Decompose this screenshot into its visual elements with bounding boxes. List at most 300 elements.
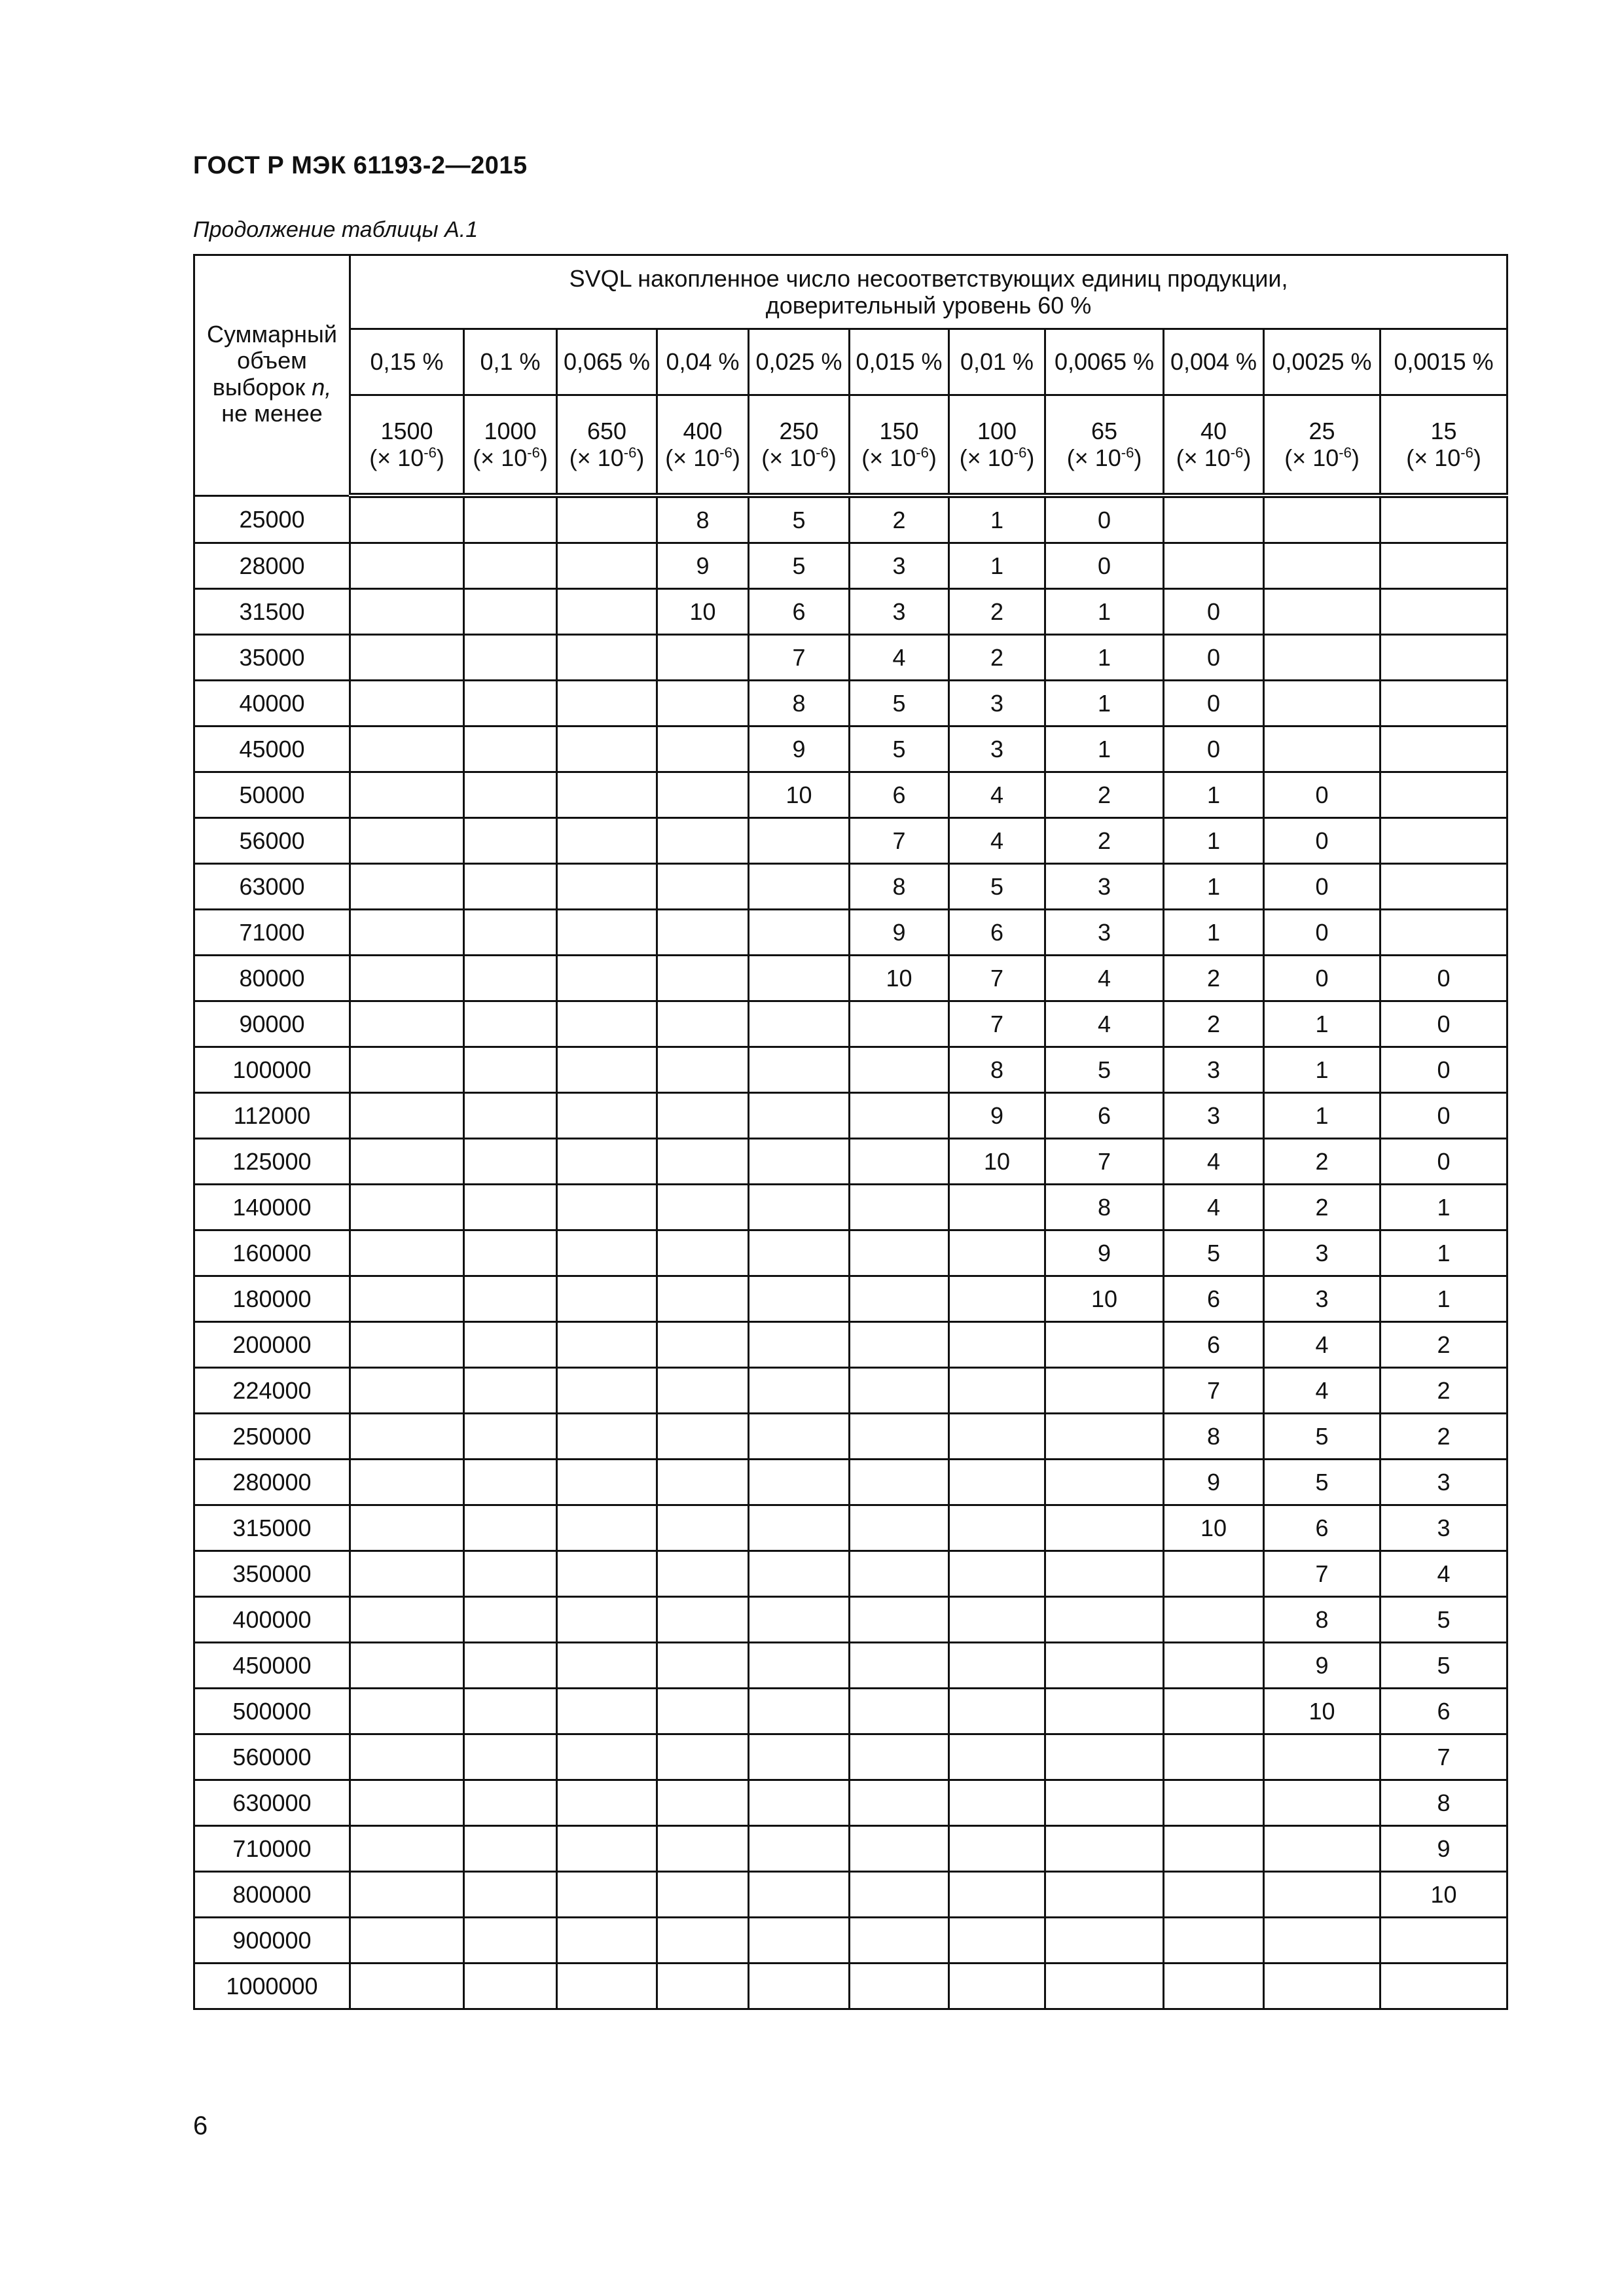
acceptance-number-cell: 8 — [1045, 1185, 1164, 1230]
acceptance-number-cell — [657, 1918, 749, 1964]
acceptance-number-cell: 1 — [1264, 1047, 1380, 1093]
table-row — [194, 1460, 1507, 1505]
acceptance-number-cell — [350, 589, 464, 635]
acceptance-number-cell: 2 — [1164, 956, 1264, 1001]
acceptance-number-cell — [464, 1872, 557, 1918]
ppm-value: 1000 — [484, 417, 537, 444]
acceptance-number-cell — [557, 1597, 657, 1643]
acceptance-number-cell — [657, 864, 749, 910]
acceptance-number-cell — [350, 772, 464, 818]
acceptance-number-cell: 10 — [1045, 1276, 1164, 1322]
sample-size-cell: 31500 — [194, 589, 350, 635]
acceptance-number-cell — [1264, 1826, 1380, 1872]
acceptance-number-cell — [557, 818, 657, 864]
acceptance-number-cell: 3 — [949, 681, 1045, 726]
sample-size-cell: 400000 — [194, 1597, 350, 1643]
table-row — [194, 772, 1507, 818]
acceptance-number-cell — [1045, 1780, 1164, 1826]
ppm-header — [749, 395, 850, 496]
acceptance-number-cell — [850, 1093, 949, 1139]
acceptance-number-cell — [557, 1964, 657, 2009]
acceptance-number-cell: 1 — [1164, 772, 1264, 818]
acceptance-number-cell — [657, 1276, 749, 1322]
acceptance-number-cell: 0 — [1164, 635, 1264, 681]
acceptance-number-cell — [1045, 1826, 1164, 1872]
acceptance-number-cell — [657, 956, 749, 1001]
ppm-unit-prefix: (× 10 — [1284, 444, 1339, 471]
acceptance-number-cell: 9 — [1045, 1230, 1164, 1276]
acceptance-number-cell: 3 — [1264, 1276, 1380, 1322]
acceptance-number-cell — [749, 1734, 850, 1780]
acceptance-number-cell: 3 — [1164, 1093, 1264, 1139]
acceptance-number-cell — [464, 1322, 557, 1368]
acceptance-number-cell: 5 — [1380, 1597, 1507, 1643]
acceptance-number-cell: 0 — [1380, 1093, 1507, 1139]
acceptance-number-cell: 4 — [1264, 1322, 1380, 1368]
acceptance-number-cell — [749, 1322, 850, 1368]
acceptance-number-cell — [350, 1276, 464, 1322]
acceptance-number-cell: 6 — [1164, 1322, 1264, 1368]
acceptance-number-cell — [464, 1505, 557, 1551]
acceptance-number-cell: 5 — [749, 495, 850, 543]
sample-size-cell: 560000 — [194, 1734, 350, 1780]
acceptance-number-cell — [557, 910, 657, 956]
acceptance-number-cell — [749, 864, 850, 910]
sample-size-cell: 100000 — [194, 1047, 350, 1093]
sample-size-cell: 28000 — [194, 543, 350, 589]
acceptance-number-cell — [749, 956, 850, 1001]
acceptance-number-cell: 4 — [1164, 1139, 1264, 1185]
acceptance-number-cell — [850, 1780, 949, 1826]
acceptance-number-cell — [657, 1047, 749, 1093]
ppm-value: 650 — [586, 417, 627, 444]
acceptance-number-cell — [850, 1001, 949, 1047]
acceptance-number-cell — [350, 1139, 464, 1185]
ppm-header — [657, 395, 749, 496]
acceptance-number-cell — [657, 1734, 749, 1780]
acceptance-number-cell — [1264, 543, 1380, 589]
percent-header: 0,004 % — [1164, 329, 1264, 395]
corner-n-symbol: n, — [312, 373, 332, 401]
ppm-unit-suffix: ) — [1351, 444, 1360, 471]
ppm-header — [350, 395, 464, 496]
acceptance-number-cell — [557, 956, 657, 1001]
acceptance-number-cell: 1 — [1045, 635, 1164, 681]
percent-header: 0,0015 % — [1380, 329, 1507, 395]
acceptance-number-cell — [464, 1047, 557, 1093]
sample-size-cell: 500000 — [194, 1689, 350, 1734]
acceptance-number-cell — [557, 1047, 657, 1093]
acceptance-number-cell — [464, 1780, 557, 1826]
acceptance-number-cell — [850, 1734, 949, 1780]
acceptance-number-cell — [749, 1551, 850, 1597]
percent-header: 0,0065 % — [1045, 329, 1164, 395]
acceptance-number-cell — [1164, 1597, 1264, 1643]
acceptance-number-cell — [1045, 1643, 1164, 1689]
acceptance-number-cell — [749, 818, 850, 864]
acceptance-number-cell — [949, 1185, 1045, 1230]
table-row — [194, 1139, 1507, 1185]
acceptance-number-cell — [749, 1368, 850, 1414]
acceptance-number-cell — [657, 1414, 749, 1460]
acceptance-number-cell: 0 — [1045, 543, 1164, 589]
acceptance-number-cell: 2 — [949, 589, 1045, 635]
header-row-percent — [194, 329, 1507, 395]
table-row — [194, 1047, 1507, 1093]
document-id-header: ГОСТ Р МЭК 61193-2—2015 — [193, 152, 528, 179]
ppm-value: 25 — [1308, 417, 1335, 444]
ppm-value: 1500 — [380, 417, 433, 444]
acceptance-number-cell — [350, 1780, 464, 1826]
acceptance-number-cell — [464, 1368, 557, 1414]
corner-line-2: объем — [237, 347, 307, 374]
acceptance-number-cell — [350, 1368, 464, 1414]
sample-size-cell: 630000 — [194, 1780, 350, 1826]
table-row — [194, 543, 1507, 589]
acceptance-number-cell — [557, 1780, 657, 1826]
acceptance-number-cell — [350, 1001, 464, 1047]
acceptance-number-cell — [464, 543, 557, 589]
svql-group-header — [350, 255, 1507, 329]
acceptance-number-cell — [1380, 818, 1507, 864]
sample-size-header — [194, 255, 350, 496]
acceptance-number-cell — [1164, 1551, 1264, 1597]
acceptance-number-cell — [850, 1597, 949, 1643]
acceptance-number-cell — [657, 1643, 749, 1689]
acceptance-number-cell: 1 — [1380, 1276, 1507, 1322]
acceptance-number-cell: 1 — [1380, 1230, 1507, 1276]
acceptance-number-cell — [850, 1505, 949, 1551]
table-row — [194, 1001, 1507, 1047]
acceptance-number-cell — [1045, 1689, 1164, 1734]
table-row — [194, 818, 1507, 864]
acceptance-number-cell — [1264, 589, 1380, 635]
acceptance-number-cell — [557, 1139, 657, 1185]
ppm-value: 65 — [1091, 417, 1118, 444]
acceptance-number-cell — [1264, 1734, 1380, 1780]
sampling-table — [193, 254, 1508, 2010]
acceptance-number-cell: 8 — [1264, 1597, 1380, 1643]
acceptance-number-cell — [350, 1597, 464, 1643]
ppm-unit-exponent: -6 — [1339, 444, 1352, 461]
ppm-unit-exponent: -6 — [424, 444, 437, 461]
acceptance-number-cell — [657, 1780, 749, 1826]
ppm-value: 250 — [779, 417, 819, 444]
ppm-header — [1164, 395, 1264, 496]
acceptance-number-cell: 1 — [1164, 818, 1264, 864]
acceptance-number-cell — [657, 681, 749, 726]
acceptance-number-cell — [850, 1551, 949, 1597]
acceptance-number-cell — [557, 1689, 657, 1734]
acceptance-number-cell — [850, 1826, 949, 1872]
ppm-unit-prefix: (× 10 — [761, 444, 816, 471]
acceptance-number-cell — [1164, 1780, 1264, 1826]
acceptance-number-cell: 2 — [1380, 1414, 1507, 1460]
acceptance-number-cell: 0 — [1164, 726, 1264, 772]
acceptance-number-cell — [1045, 1872, 1164, 1918]
acceptance-number-cell: 2 — [850, 495, 949, 543]
ppm-header — [1380, 395, 1507, 496]
acceptance-number-cell — [657, 818, 749, 864]
acceptance-number-cell — [464, 1689, 557, 1734]
table-row — [194, 910, 1507, 956]
acceptance-number-cell — [949, 1918, 1045, 1964]
ppm-header — [949, 395, 1045, 496]
ppm-value: 40 — [1200, 417, 1227, 444]
acceptance-number-cell — [749, 1001, 850, 1047]
acceptance-number-cell: 7 — [1380, 1734, 1507, 1780]
acceptance-number-cell — [464, 1276, 557, 1322]
acceptance-number-cell: 5 — [1264, 1460, 1380, 1505]
acceptance-number-cell: 4 — [1045, 956, 1164, 1001]
acceptance-number-cell — [557, 1185, 657, 1230]
ppm-header — [1264, 395, 1380, 496]
acceptance-number-cell: 3 — [1045, 864, 1164, 910]
acceptance-number-cell: 9 — [949, 1093, 1045, 1139]
acceptance-number-cell — [1164, 1964, 1264, 2009]
acceptance-number-cell: 2 — [1045, 818, 1164, 864]
acceptance-number-cell: 10 — [850, 956, 949, 1001]
table-head — [194, 255, 1507, 496]
acceptance-number-cell: 3 — [850, 589, 949, 635]
acceptance-number-cell: 10 — [657, 589, 749, 635]
acceptance-number-cell — [949, 1826, 1045, 1872]
acceptance-number-cell: 0 — [1380, 1139, 1507, 1185]
table-row — [194, 1185, 1507, 1230]
ppm-unit-prefix: (× 10 — [1176, 444, 1231, 471]
acceptance-number-cell — [949, 1872, 1045, 1918]
acceptance-number-cell: 6 — [949, 910, 1045, 956]
acceptance-number-cell: 2 — [1164, 1001, 1264, 1047]
ppm-unit-suffix: ) — [928, 444, 937, 471]
acceptance-number-cell — [850, 1230, 949, 1276]
acceptance-number-cell — [350, 1414, 464, 1460]
acceptance-number-cell — [657, 1185, 749, 1230]
acceptance-number-cell: 0 — [1164, 589, 1264, 635]
ppm-unit-prefix: (× 10 — [473, 444, 528, 471]
acceptance-number-cell — [657, 910, 749, 956]
acceptance-number-cell — [350, 1230, 464, 1276]
acceptance-number-cell — [464, 1460, 557, 1505]
acceptance-number-cell — [657, 1460, 749, 1505]
acceptance-number-cell — [1380, 726, 1507, 772]
acceptance-number-cell — [557, 1322, 657, 1368]
acceptance-number-cell: 0 — [1264, 956, 1380, 1001]
acceptance-number-cell — [850, 1964, 949, 2009]
ppm-unit-suffix: ) — [1243, 444, 1252, 471]
acceptance-number-cell: 0 — [1380, 1001, 1507, 1047]
acceptance-number-cell — [657, 772, 749, 818]
svql-header-line-1: SVQL накопленное число несоответствующих единиц продукции, — [569, 264, 1288, 292]
acceptance-number-cell — [850, 1460, 949, 1505]
acceptance-number-cell — [1380, 681, 1507, 726]
table-row — [194, 1230, 1507, 1276]
acceptance-number-cell — [657, 1551, 749, 1597]
acceptance-number-cell: 3 — [850, 543, 949, 589]
acceptance-number-cell: 3 — [1380, 1505, 1507, 1551]
acceptance-number-cell — [657, 1001, 749, 1047]
acceptance-number-cell — [850, 1322, 949, 1368]
acceptance-number-cell — [949, 1230, 1045, 1276]
acceptance-number-cell — [350, 1460, 464, 1505]
acceptance-number-cell — [350, 864, 464, 910]
acceptance-number-cell — [850, 1414, 949, 1460]
acceptance-number-cell — [350, 543, 464, 589]
header-row-group — [194, 255, 1507, 329]
acceptance-number-cell — [1164, 1872, 1264, 1918]
acceptance-number-cell: 3 — [1164, 1047, 1264, 1093]
acceptance-number-cell — [464, 1414, 557, 1460]
acceptance-number-cell: 1 — [1264, 1001, 1380, 1047]
acceptance-number-cell: 5 — [850, 681, 949, 726]
acceptance-number-cell — [850, 1643, 949, 1689]
sample-size-cell: 125000 — [194, 1139, 350, 1185]
acceptance-number-cell — [350, 956, 464, 1001]
acceptance-number-cell — [350, 681, 464, 726]
ppm-unit-exponent: -6 — [1460, 444, 1473, 461]
acceptance-number-cell: 8 — [657, 495, 749, 543]
sample-size-cell: 180000 — [194, 1276, 350, 1322]
sample-size-cell: 56000 — [194, 818, 350, 864]
acceptance-number-cell — [1045, 1734, 1164, 1780]
ppm-value: 150 — [879, 417, 919, 444]
table-row — [194, 1689, 1507, 1734]
ppm-value: 15 — [1430, 417, 1457, 444]
acceptance-number-cell: 10 — [949, 1139, 1045, 1185]
acceptance-number-cell — [749, 1093, 850, 1139]
table-caption: Продолжение таблицы А.1 — [193, 217, 478, 242]
acceptance-number-cell — [350, 1551, 464, 1597]
acceptance-number-cell — [749, 1139, 850, 1185]
ppm-unit-suffix: ) — [1134, 444, 1142, 471]
acceptance-number-cell — [850, 1047, 949, 1093]
acceptance-number-cell — [657, 1689, 749, 1734]
acceptance-number-cell — [949, 1505, 1045, 1551]
acceptance-number-cell: 5 — [1164, 1230, 1264, 1276]
table-row — [194, 1918, 1507, 1964]
acceptance-number-cell — [1045, 1322, 1164, 1368]
sample-size-cell: 900000 — [194, 1918, 350, 1964]
percent-header: 0,015 % — [850, 329, 949, 395]
acceptance-number-cell: 4 — [1045, 1001, 1164, 1047]
acceptance-number-cell: 4 — [1164, 1185, 1264, 1230]
acceptance-number-cell — [749, 1230, 850, 1276]
table-row — [194, 1368, 1507, 1414]
acceptance-number-cell — [464, 1597, 557, 1643]
acceptance-number-cell — [350, 1093, 464, 1139]
acceptance-number-cell: 2 — [1264, 1139, 1380, 1185]
acceptance-number-cell — [350, 818, 464, 864]
acceptance-number-cell — [350, 910, 464, 956]
acceptance-number-cell: 0 — [1264, 864, 1380, 910]
acceptance-number-cell — [464, 1001, 557, 1047]
acceptance-number-cell — [464, 1185, 557, 1230]
acceptance-number-cell — [557, 495, 657, 543]
acceptance-number-cell — [557, 1368, 657, 1414]
sample-size-cell: 800000 — [194, 1872, 350, 1918]
table-row — [194, 1093, 1507, 1139]
table-row — [194, 589, 1507, 635]
acceptance-number-cell: 4 — [949, 772, 1045, 818]
acceptance-number-cell — [350, 726, 464, 772]
table-row — [194, 1414, 1507, 1460]
acceptance-number-cell — [350, 1734, 464, 1780]
acceptance-number-cell — [464, 772, 557, 818]
table-row — [194, 1505, 1507, 1551]
acceptance-number-cell — [1380, 864, 1507, 910]
ppm-unit-prefix: (× 10 — [1066, 444, 1121, 471]
sample-size-cell: 25000 — [194, 495, 350, 543]
acceptance-number-cell: 1 — [1045, 726, 1164, 772]
sample-size-cell: 200000 — [194, 1322, 350, 1368]
acceptance-number-cell: 5 — [1045, 1047, 1164, 1093]
acceptance-number-cell — [749, 1872, 850, 1918]
acceptance-number-cell — [1045, 1460, 1164, 1505]
acceptance-number-cell — [749, 1643, 850, 1689]
acceptance-number-cell: 2 — [949, 635, 1045, 681]
acceptance-number-cell — [657, 1826, 749, 1872]
acceptance-number-cell: 7 — [850, 818, 949, 864]
acceptance-number-cell — [1045, 1551, 1164, 1597]
acceptance-number-cell — [557, 1460, 657, 1505]
table-row — [194, 1597, 1507, 1643]
acceptance-number-cell — [749, 1826, 850, 1872]
acceptance-number-cell: 1 — [949, 543, 1045, 589]
acceptance-number-cell — [557, 1826, 657, 1872]
acceptance-number-cell — [350, 1826, 464, 1872]
acceptance-number-cell — [557, 1734, 657, 1780]
acceptance-number-cell — [1380, 635, 1507, 681]
acceptance-number-cell — [1264, 1872, 1380, 1918]
table-row — [194, 726, 1507, 772]
acceptance-number-cell: 5 — [1380, 1643, 1507, 1689]
acceptance-number-cell: 9 — [850, 910, 949, 956]
acceptance-number-cell: 4 — [850, 635, 949, 681]
acceptance-number-cell — [464, 864, 557, 910]
table-row — [194, 495, 1507, 543]
acceptance-number-cell: 6 — [1045, 1093, 1164, 1139]
table-row — [194, 1276, 1507, 1322]
acceptance-number-cell — [657, 1505, 749, 1551]
acceptance-number-cell: 3 — [949, 726, 1045, 772]
acceptance-number-cell: 7 — [1045, 1139, 1164, 1185]
sample-size-cell: 224000 — [194, 1368, 350, 1414]
table-row — [194, 1322, 1507, 1368]
acceptance-number-cell — [1164, 495, 1264, 543]
sample-size-cell: 315000 — [194, 1505, 350, 1551]
acceptance-number-cell — [749, 1918, 850, 1964]
sample-size-cell: 450000 — [194, 1643, 350, 1689]
acceptance-number-cell — [1380, 910, 1507, 956]
acceptance-number-cell: 1 — [1045, 589, 1164, 635]
acceptance-number-cell: 8 — [1380, 1780, 1507, 1826]
acceptance-number-cell: 3 — [1045, 910, 1164, 956]
acceptance-number-cell: 1 — [1164, 864, 1264, 910]
acceptance-number-cell — [749, 1505, 850, 1551]
acceptance-number-cell — [557, 589, 657, 635]
acceptance-number-cell: 8 — [749, 681, 850, 726]
table-row — [194, 1780, 1507, 1826]
ppm-value: 400 — [683, 417, 723, 444]
acceptance-number-cell — [1380, 772, 1507, 818]
acceptance-number-cell: 0 — [1380, 956, 1507, 1001]
acceptance-number-cell: 8 — [949, 1047, 1045, 1093]
acceptance-number-cell — [464, 635, 557, 681]
acceptance-number-cell — [749, 1185, 850, 1230]
acceptance-number-cell — [350, 1872, 464, 1918]
table-row — [194, 1872, 1507, 1918]
ppm-unit-suffix: ) — [1026, 444, 1035, 471]
